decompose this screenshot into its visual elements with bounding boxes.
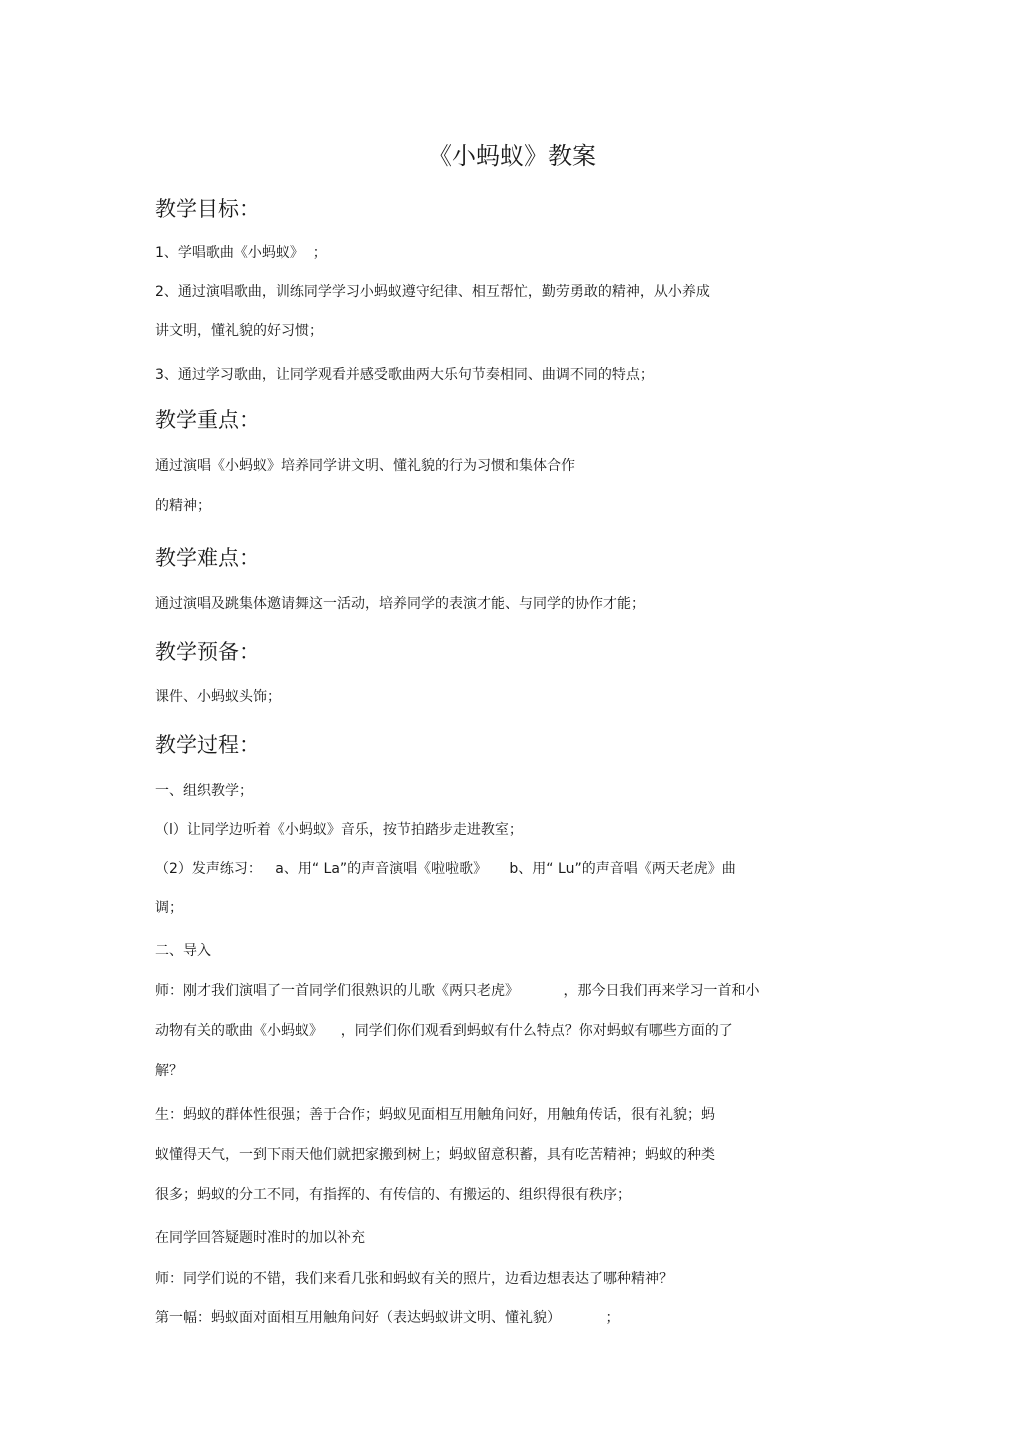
process-line: 在同学回答疑题时准时的加以补充 <box>155 1230 365 1246</box>
objective-item: 2、通过演唱歌曲，训练同学学习小蚂蚁遵守纪律、相互帮忙，勤劳勇敢的精神，从小养成 <box>155 284 710 300</box>
process-line: 动物有关的歌曲《小蚂蚁》 ，同学们你们观看到蚂蚁有什么特点？你对蚂蚁有哪些方面的了 <box>155 1023 733 1039</box>
heading-difficulties: 教学难点： <box>155 546 260 570</box>
document-title: 《小蚂蚁》教案 <box>428 142 596 170</box>
objective-item: 讲文明，懂礼貌的好习惯； <box>155 323 323 339</box>
key-points-line: 的精神； <box>155 498 211 514</box>
process-line: 师：同学们说的不错，我们来看几张和蚂蚁有关的照片，边看边想表达了哪种精神？ <box>155 1271 673 1287</box>
process-line: 师：刚才我们演唱了一首同学们很熟识的儿歌《两只老虎》 ，那今日我们再来学习一首和小 <box>155 983 760 999</box>
process-line: 很多；蚂蚁的分工不同，有指挥的、有传信的、有搬运的、组织得很有秩序； <box>155 1187 631 1203</box>
process-line: 调； <box>155 900 183 916</box>
process-line: 蚁懂得天气，一到下雨天他们就把家搬到树上；蚂蚁留意积蓄，具有吃苦精神；蚂蚁的种类 <box>155 1147 715 1163</box>
preparation-line: 课件、小蚂蚁头饰； <box>155 689 281 705</box>
process-line: 解？ <box>155 1063 183 1079</box>
process-line: （l）让同学边听着《小蚂蚁》音乐，按节拍踏步走进教室； <box>155 822 523 838</box>
process-line: （2）发声练习： a、用“ La”的声音演唱《啦啦歌》 b、用“ Lu”的声音唱《两天老虎》曲 <box>155 861 736 877</box>
heading-preparation: 教学预备： <box>155 640 260 664</box>
difficulties-line: 通过演唱及跳集体邀请舞这一活动，培养同学的表演才能、与同学的协作才能； <box>155 596 645 612</box>
process-line: 第一幅：蚂蚁面对面相互用触角问好（表达蚂蚁讲文明、懂礼貌） ； <box>155 1310 620 1326</box>
heading-key-points: 教学重点： <box>155 408 260 432</box>
process-line: 一、组织教学； <box>155 783 253 799</box>
process-line: 生：蚂蚁的群体性很强；善于合作；蚂蚁见面相互用触角问好，用触角传话，很有礼貌；蚂 <box>155 1107 715 1123</box>
process-line: 二、导入 <box>155 943 211 959</box>
heading-process: 教学过程： <box>155 733 260 757</box>
objective-item: 3、通过学习歌曲，让同学观看并感受歌曲两大乐句节奏相同、曲调不同的特点； <box>155 367 654 383</box>
objective-item: 1、学唱歌曲《小蚂蚁》 ； <box>155 245 327 261</box>
key-points-line: 通过演唱《小蚂蚁》培养同学讲文明、懂礼貌的行为习惯和集体合作 <box>155 458 575 474</box>
heading-objectives: 教学目标： <box>155 197 260 221</box>
